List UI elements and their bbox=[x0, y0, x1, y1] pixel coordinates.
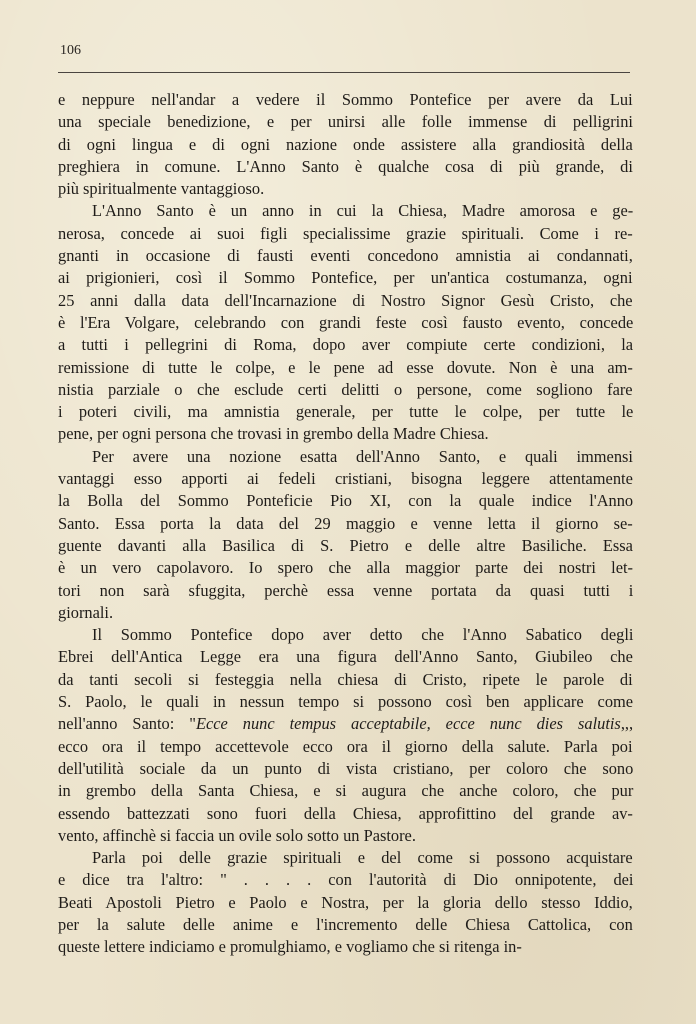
text-line: ecco ora il tempo accettevole ecco ora il giorno della salute. Parla poi bbox=[58, 736, 633, 756]
text-line: L'Anno Santo è un anno in cui la Chiesa, Madre amorosa e ge- bbox=[92, 201, 634, 221]
text-line: queste lettere indiciamo e promulghiamo, e vogliamo che si ritenga in- bbox=[58, 937, 522, 957]
paragraph bbox=[58, 446, 633, 624]
text-line: da tanti secoli si festeggia nella chiesa di Cristo, ripete le parole di bbox=[58, 669, 633, 689]
text-line: vantaggi esso apporti ai fedeli cristiani, bisogna leggere attentamente bbox=[58, 469, 633, 489]
text-line: per la salute delle anime e l'incremento delle Chiesa Cattolica, con bbox=[58, 914, 633, 934]
text-line: a tutti i pellegrini di Roma, dopo aver compiute certe condizioni, la bbox=[58, 335, 634, 355]
text-line: è un vero capolavoro. Io spero che alla maggior parte dei nostri let- bbox=[58, 558, 634, 578]
paragraph bbox=[58, 624, 633, 847]
paragraph bbox=[58, 89, 633, 200]
text-line: in grembo della Santa Chiesa, e si augura che anche coloro, che pur bbox=[58, 781, 634, 801]
text-line: e neppure nell'andar a vedere il Sommo Pontefice per avere da Lui bbox=[58, 90, 633, 109]
text-line: preghiera in comune. L'Anno Santo è qualche cosa di più grande, di bbox=[58, 156, 633, 176]
body-text bbox=[58, 89, 633, 959]
text-line: essendo battezzati sono fuori della Chiesa, approfittino del grande av- bbox=[58, 803, 633, 823]
text-line: guente davanti alla Basilica di S. Pietro e delle altre Basiliche. Essa bbox=[58, 535, 633, 555]
text-line: nistia parziale o che esclude certi delitti o persone, come sogliono fare bbox=[58, 379, 633, 399]
paragraph bbox=[58, 200, 633, 445]
paragraph bbox=[58, 847, 633, 958]
text-line: dell'utilità sociale da un punto di vista cristiano, per coloro che sono bbox=[58, 758, 634, 778]
text-line: di ogni lingua e di ogni nazione onde assistere alla grandiosità della bbox=[58, 134, 633, 154]
text-line: gnanti in occasione di fausti eventi concedono amnistia ai condannati, bbox=[58, 246, 633, 266]
text-line: ai prigionieri, così il Sommo Pontefice, per un'antica costumanza, ogni bbox=[58, 268, 633, 288]
text-line: i poteri civili, ma amnistia generale, per tutte le colpe, per tutte le bbox=[58, 402, 634, 422]
text-line: la Bolla del Sommo Ponteficie Pio XI, con la quale indice l'Anno bbox=[58, 491, 634, 511]
text-line: nerosa, concede ai suoi figli specialissime grazie spirituali. Come i re- bbox=[58, 223, 633, 243]
text-line: Il Sommo Pontefice dopo aver detto che l'Anno Sabatico degli bbox=[92, 625, 634, 645]
text-line: una speciale benedizione, e per unirsi alle folle immense di pelligrini bbox=[58, 112, 633, 132]
text-line: pene, per ogni persona che trovasi in grembo della Madre Chiesa. bbox=[58, 424, 489, 444]
text-line: 25 anni dalla data dell'Incarnazione di Nostro Signor Gesù Cristo, che bbox=[58, 290, 633, 310]
text-line: giornali. bbox=[58, 602, 114, 622]
text-line: remissione di tutte le colpe, e le pene ad esse dovute. Non è una am- bbox=[58, 357, 633, 377]
page-number: 106 bbox=[60, 43, 81, 58]
text-line: Per avere una nozione esatta dell'Anno Santo, e quali immensi bbox=[92, 446, 633, 466]
text-line: più spiritualmente vantaggioso. bbox=[58, 179, 265, 199]
text-line: S. Paolo, le quali in nessun tempo si possono così ben applicare come bbox=[58, 692, 634, 712]
text-line: nell'anno Santo: "Ecce nunc tempus acceptabile, ecce nunc dies salutis,,, bbox=[58, 714, 634, 734]
header-rule bbox=[58, 72, 630, 73]
text-line: tori non sarà sfuggita, perchè essa venne portata da quasi tutti i bbox=[58, 580, 634, 600]
text-line: Santo. Essa porta la data del 29 maggio e venne letta il giorno se- bbox=[58, 513, 633, 533]
text-line: è l'Era Volgare, celebrando con grandi feste così fausto evento, concede bbox=[58, 312, 634, 332]
text-line: Beati Apostoli Pietro e Paolo e Nostra, per la gloria dello stesso Iddio, bbox=[58, 892, 633, 912]
text-line: vento, affinchè si faccia un ovile solo sotto un Pastore. bbox=[58, 825, 416, 845]
text-line: e dice tra l'altro: " . . . . con l'autorità di Dio onnipotente, dei bbox=[58, 870, 634, 890]
text-line: Ebrei dell'Antica Legge era una figura dell'Anno Santo, Giubileo che bbox=[58, 647, 633, 667]
text-line: Parla poi delle grazie spirituali e del come si possono acquistare bbox=[92, 848, 633, 868]
